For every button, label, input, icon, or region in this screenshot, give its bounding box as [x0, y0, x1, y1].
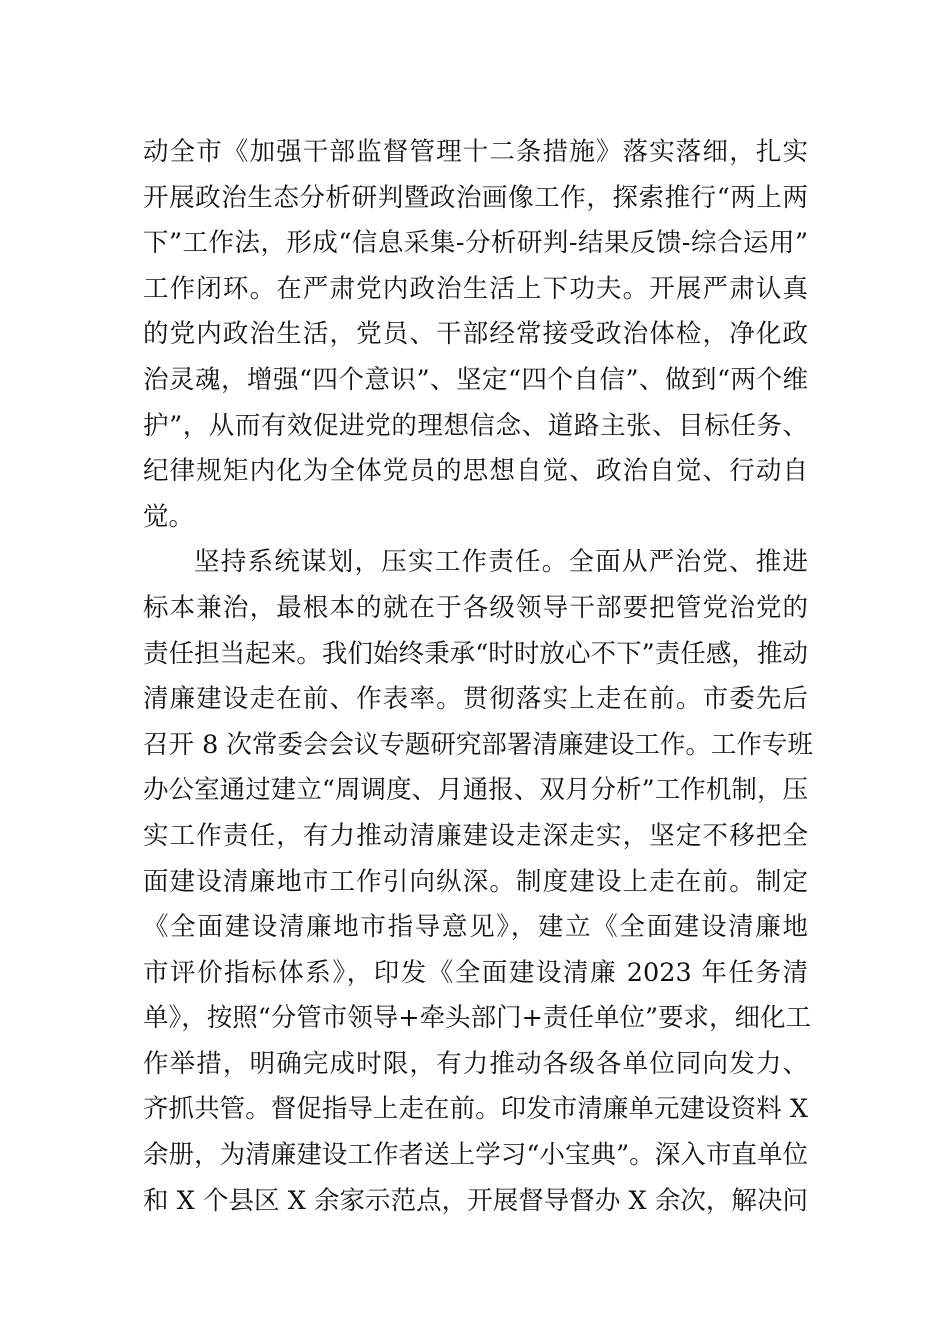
- text-line: 护”，从而有效促进党的理想信念、道路主张、目标任务、: [143, 410, 808, 441]
- text-line: 和 X 个县区 X 余家示范点，开展督导督办 X 余次，解决问: [143, 1185, 808, 1216]
- text-line: 余册，为清廉建设工作者送上学习“小宝典”。深入市直单位: [143, 1140, 808, 1171]
- text-line: 《全面建设清廉地市指导意见》，建立《全面建设清廉地: [143, 912, 808, 943]
- text-line: 纪律规矩内化为全体党员的思想自觉、政治自觉、行动自: [143, 456, 808, 487]
- text-line: 单》，按照“分管市领导+牵头部门+责任单位”要求，细化工: [143, 1003, 812, 1034]
- text-line: 齐抓共管。督促指导上走在前。印发市清廉单元建设资料 X: [143, 1094, 808, 1125]
- text-line: 下”工作法，形成“信息采集-分析研判-结果反馈-综合运用”: [143, 228, 808, 259]
- body-text: [143, 130, 813, 1224]
- text-line: 办公室通过建立“周调度、月通报、双月分析”工作机制，压: [143, 775, 808, 806]
- text-line: 标本兼治，最根本的就在于各级领导干部要把管党治党的: [143, 592, 808, 623]
- text-line: 工作闭环。在严肃党内政治生活上下功夫。开展严肃认真: [143, 273, 808, 304]
- text-line: 开展政治生态分析研判暨政治画像工作，探索推行“两上两: [143, 182, 808, 213]
- paragraph-end-line: 觉。: [143, 501, 195, 532]
- text-line: 市评价指标体系》，印发《全面建设清廉 2023 年任务清: [143, 957, 808, 988]
- text-line: 面建设清廉地市工作引向纵深。制度建设上走在前。制定: [143, 866, 808, 897]
- paragraph-start-line: 坚持系统谋划，压实工作责任。全面从严治党、推进: [194, 547, 808, 578]
- text-line: 实工作责任，有力推动清廉建设走深走实，坚定不移把全: [143, 820, 808, 851]
- text-line: 责任担当起来。我们始终秉承“时时放心不下”责任感，推动: [143, 638, 808, 669]
- text-line: 的党内政治生活，党员、干部经常接受政治体检，净化政: [143, 319, 808, 350]
- text-line: 清廉建设走在前、作表率。贯彻落实上走在前。市委先后: [143, 684, 808, 715]
- text-line: 召开 8 次常委会会议专题研究部署清廉建设工作。工作专班: [143, 729, 813, 760]
- text-line: 动全市《加强干部监督管理十二条措施》落实落细，扎实: [143, 137, 808, 167]
- text-line: 治灵魂，增强“四个意识”、坚定“四个自信”、做到“两个维: [143, 364, 808, 395]
- text-line: 作举措，明确完成时限，有力推动各级各单位同向发力、: [143, 1048, 808, 1079]
